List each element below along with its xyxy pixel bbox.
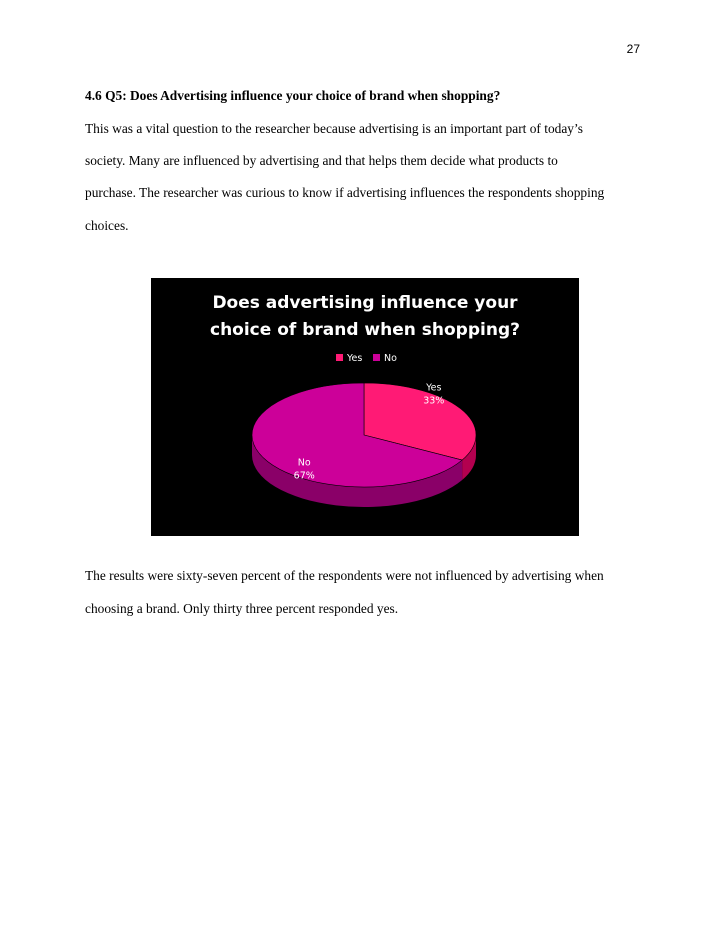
paragraph-line: purchase. The researcher was curious to know if advertising influences the respondents shopping: [85, 185, 605, 200]
paragraph-line: society. Many are influenced by advertising and that helps them decide what products to: [85, 153, 558, 168]
chart-title-line-2: choice of brand when shopping?: [210, 320, 520, 340]
section-heading: 4.6 Q5: Does Advertising influence your choice of brand when shopping?: [85, 88, 501, 103]
chart-legend: [336, 353, 397, 364]
legend-label-no: No: [384, 353, 397, 364]
paragraph-line: choices.: [85, 218, 129, 233]
paragraph-line: The results were sixty-seven percent of the respondents were not influenced by advertising when: [85, 568, 604, 583]
legend-label-yes: Yes: [347, 353, 363, 364]
slice-percent-yes: 33%: [423, 395, 445, 407]
paragraph-line: This was a vital question to the researcher because advertising is an important part of today’s: [85, 121, 583, 136]
paragraph-line: choosing a brand. Only thirty three percent responded yes.: [85, 601, 399, 616]
slice-label-yes: Yes: [426, 382, 442, 394]
slice-label-no: No: [297, 457, 311, 469]
pie-chart-canvas: [151, 278, 579, 536]
legend-swatch-no: [373, 354, 380, 361]
legend-swatch-yes: [336, 354, 343, 361]
slice-percent-no: 67%: [293, 470, 315, 482]
chart-title-line-1: Does advertising influence your: [212, 293, 518, 313]
page-number: 27: [626, 42, 640, 56]
pie-chart: [151, 278, 579, 536]
